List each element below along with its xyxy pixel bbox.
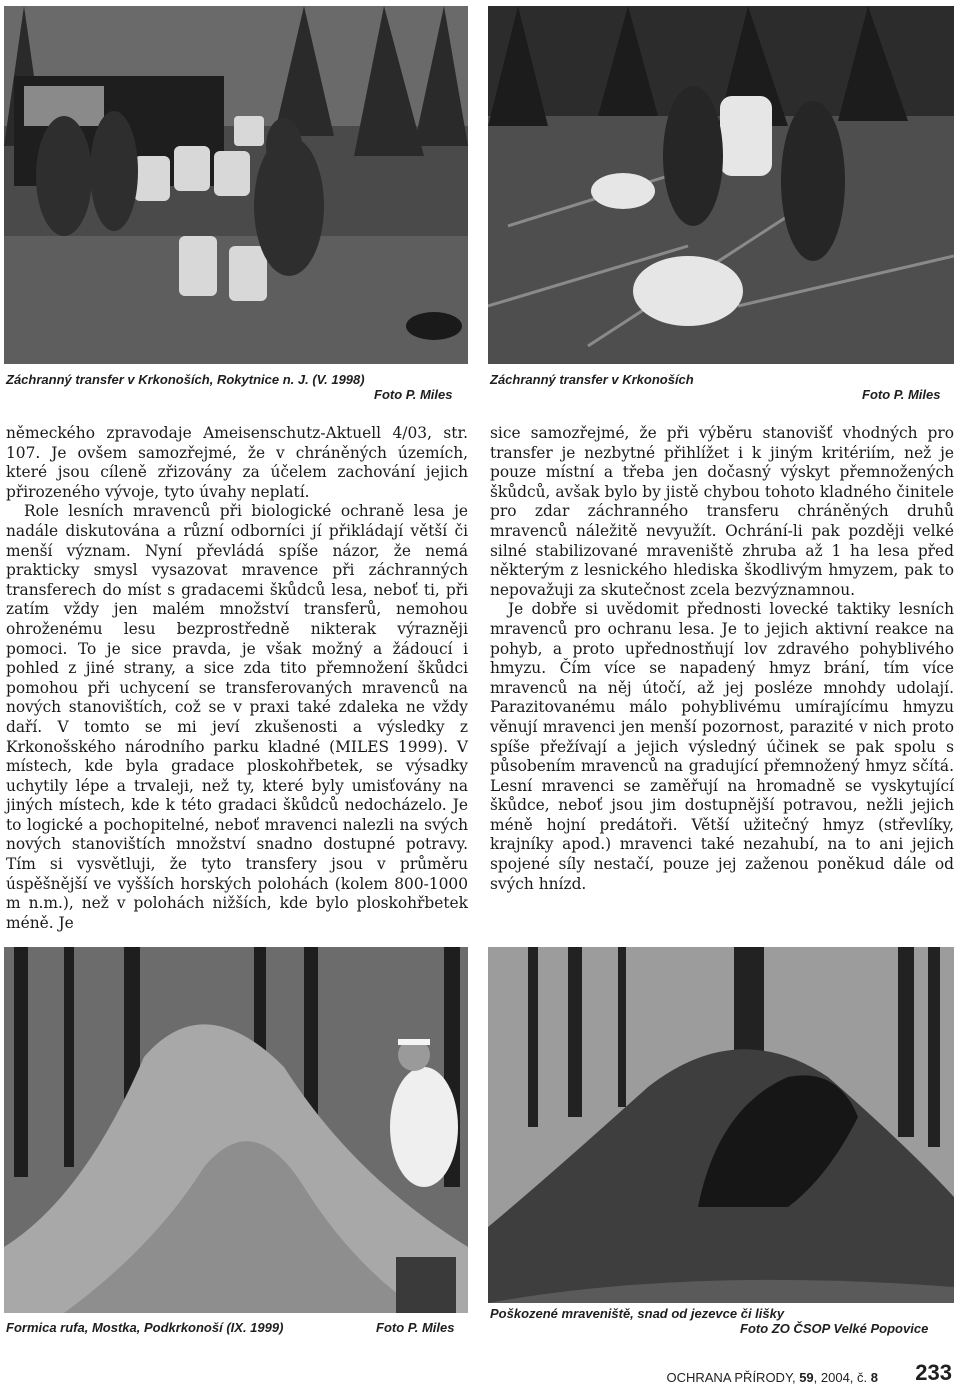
photo-caption: Záchranný transfer v Krkonoších, Rokytnice n. J. (V. 1998) (6, 372, 365, 387)
photo-credit: Foto P. Miles (376, 1320, 455, 1335)
paragraph: německého zpravodaje Ameisenschutz-Aktuell 4/03, str. 107. Je ovšem samozřejmé, že v chráněných územích, které jsou cíleně zřizovány za účelem zachování jejich přirozeného vývoje, tyto úvahy neplatí. (6, 424, 468, 501)
photo-rescue-transfer-rokytnice (4, 6, 468, 364)
journal-name: OCHRANA PŘÍRODY, (666, 1370, 796, 1385)
photo-rescue-transfer-krkonose (488, 6, 954, 364)
paragraph: Role lesních mravenců při biologické ochraně lesa je nadále diskutována a různí odborníci jí přikládají větší či menší význam. Nyní převládá spíše názor, že nemá prakticky smysl vysazovat mravence při záchranných transferech do míst s gradacemi škůdců lesa, neboť ti, při zatím vždy jen malém množství transferů, nemohou ohroženému lesu bezprostředně nikterak výrazněji pomoci. To je sice pravda, je však možný a žádoucí i pohled z jiné strany, a sice zda tito přemnožení škůdci pomohou při uchycení se transferovaných mravenců na nových stanovištích, což se v praxi také zdaleka ne vždy daří. V tomto se mi jeví zkušenosti a výsledky z Krkonošského národního parku kladné (MILES 1999). V místech, kde byla gradace ploskohřbetek, se výsadky uchytily lépe a trvaleji, než ty, které byly umisťovány na jiných místech, kde k této gradaci škůdců nedocházelo. Je to logické a pochopitelné, neboť mravenci nalezli na svých nových stanovištích množství snadno dostupné potravy. Tím si vysvětluji, že tyto transfery jsou v průměru úspěšnější ve vyšších horských polohách (kolem 800-1000 m n.m.), než v polohách nižších, kde bylo ploskohřbetek méně. Je (6, 502, 468, 932)
journal-footer (666, 1370, 878, 1385)
photo-credit: Foto ZO ČSOP Velké Popovice (740, 1321, 929, 1336)
photo-damaged-anthill (488, 947, 954, 1303)
article-left-column (6, 424, 468, 933)
photo-caption: Formica rufa, Mostka, Podkrkonoší (IX. 1999) (6, 1320, 284, 1335)
photo-caption: Poškozené mraveniště, snad od jezevce či lišky (490, 1306, 785, 1321)
paragraph: sice samozřejmé, že při výběru stanovišť vhodných pro transfer je nezbytné přihlížet i k jiným kritériím, než je pouze místní a třeba jen dočasný výskyt přemnožených škůdců, avšak bylo by jistě chybou tohoto kladného činitele pro zdar záchranného transferu chráněných druhů mravenců náležitě nevyužít. Ochrání-li pak později velké silné stabilizované mraveniště zhruba až 1 ha lesa před některým z lesnického hlediska škodlivým hmyzem, pak to nepovažuji za skutečnost zcela bezvýznamnou. (490, 424, 954, 599)
paragraph: Je dobře si uvědomit přednosti lovecké taktiky lesních mravenců pro ochranu lesa. Je to jejich aktivní reakce na pohyb, a proto upřednostňují lov zdravého pohyblivého hmyzu. Čím více se napadený hmyz brání, tím více mravenců na něj útočí, až jej posléze mnohdy udolají. Parazitovanému málo pohyblivému umírajícímu hmyzu věnují mravenci jen menší pozornost, parazité v nich proto spíše přežívají a jejich výsledný účinek se pak spolu s působením mravenců na gradující přemnožený hmyz sčítá. Lesní mravenci se zaměřují na hromadně se vyskytující škůdce, neboť jsou jim dostupnější potravou, nežli jejich méně hojní predátoři. Větší užitečný hmyz (střevlíky, krajníky apod.) mravenci také nezahubí, na to ani jejich spojené síly nestačí, pouze jej zaženou poněkud dále od svých hnízd. (490, 600, 954, 893)
photo-caption: Záchranný transfer v Krkonoších (490, 372, 694, 387)
article-right-column (490, 424, 954, 894)
photo-formica-rufa-anthill (4, 947, 468, 1313)
photo-credit: Foto P. Miles (862, 387, 941, 402)
journal-issue: 8 (870, 1370, 878, 1385)
photo-credit: Foto P. Miles (374, 387, 453, 402)
journal-year-issue: , 2004, č. (813, 1370, 868, 1385)
journal-volume: 59 (799, 1370, 814, 1385)
page-number: 233 (915, 1360, 952, 1385)
